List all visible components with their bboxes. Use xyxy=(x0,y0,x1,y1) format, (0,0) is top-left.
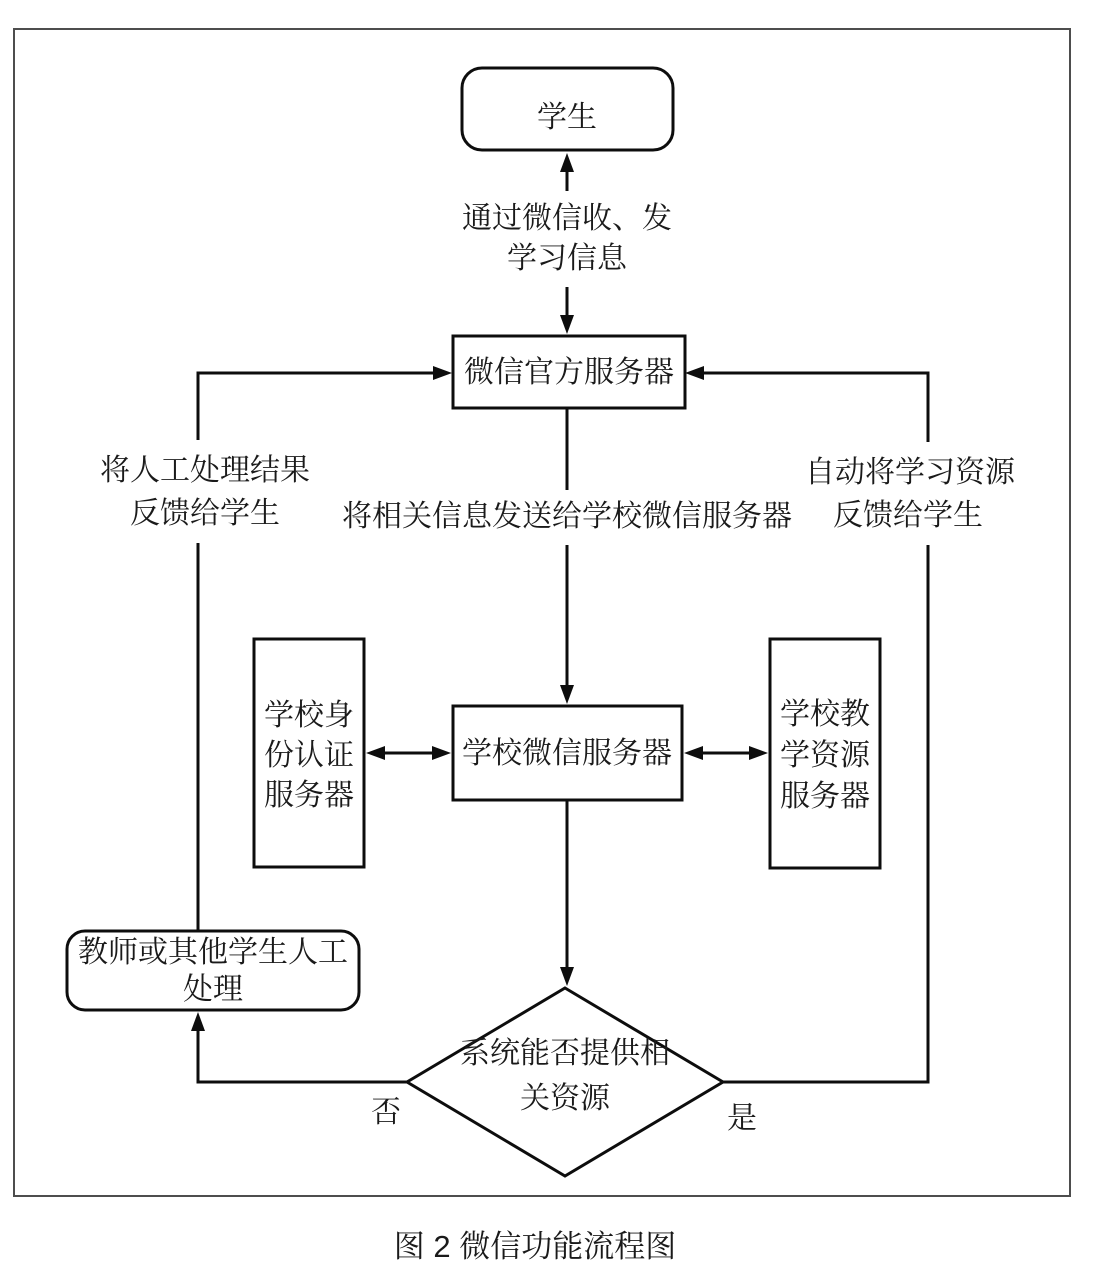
decision-line1: 系统能否提供相 xyxy=(460,1036,670,1070)
no-branch-line xyxy=(198,1030,407,1082)
manual-feedback-line2: 反馈给学生 xyxy=(130,496,280,530)
manual-feedback-upper-line xyxy=(198,373,434,440)
via-wechat-line2: 学习信息 xyxy=(507,241,627,275)
auto-feedback-line2: 反馈给学生 xyxy=(833,498,983,532)
node-school-resource-server xyxy=(770,639,880,868)
no-label: 否 xyxy=(371,1095,401,1129)
manual-feedback-head xyxy=(433,366,452,380)
figure-caption: 图 2 微信功能流程图 xyxy=(393,1229,677,1265)
school-wechat-server-label: 学校微信服务器 xyxy=(462,736,672,770)
school-identity-server-line2: 份认证 xyxy=(264,738,354,772)
double-arrow-identity xyxy=(366,746,451,760)
arrow-to-wechat-official-head xyxy=(560,315,574,334)
manual-processing-line1: 教师或其他学生人工 xyxy=(78,935,348,969)
manual-feedback-line1: 将人工处理结果 xyxy=(100,453,310,487)
arrow-school-to-decision-head xyxy=(560,967,574,986)
auto-feedback-line1: 自动将学习资源 xyxy=(805,455,1015,489)
manual-processing-line2: 处理 xyxy=(183,972,243,1006)
yes-label: 是 xyxy=(727,1101,757,1135)
arrow-official-to-school xyxy=(342,408,792,704)
school-identity-server-line1: 学校身 xyxy=(264,698,354,732)
double-arrow-resource-left-head xyxy=(684,746,703,760)
arrow-school-to-decision xyxy=(560,800,574,986)
school-resource-server-line2: 学资源 xyxy=(780,738,870,772)
node-wechat-official-server xyxy=(453,336,685,408)
node-school-wechat-server xyxy=(453,706,682,800)
arrow-official-to-school-head xyxy=(560,685,574,704)
school-identity-server-line3: 服务器 xyxy=(264,778,354,812)
node-school-identity-server xyxy=(254,639,364,867)
send-to-school-label: 将相关信息发送给学校微信服务器 xyxy=(342,499,792,533)
via-wechat-line1: 通过微信收、发 xyxy=(462,201,672,235)
edge-no-branch xyxy=(191,1012,407,1129)
arrow-to-wechat-official xyxy=(560,287,574,334)
student-label: 学生 xyxy=(537,100,597,134)
no-branch-head xyxy=(191,1012,205,1031)
double-arrow-resource xyxy=(684,746,768,760)
edge-label-via-wechat xyxy=(462,202,672,275)
arrow-to-student xyxy=(560,153,574,191)
double-arrow-resource-right-head xyxy=(749,746,768,760)
wechat-official-server-label: 微信官方服务器 xyxy=(464,355,674,389)
school-resource-server-line1: 学校教 xyxy=(780,697,870,731)
auto-feedback-upper-line xyxy=(703,373,928,442)
node-manual-processing xyxy=(67,931,359,1010)
school-resource-server-line3: 服务器 xyxy=(780,779,870,813)
double-arrow-identity-right-head xyxy=(432,746,451,760)
node-decision xyxy=(407,988,723,1176)
double-arrow-identity-left-head xyxy=(366,746,385,760)
decision-line2: 关资源 xyxy=(520,1081,610,1115)
node-student xyxy=(462,68,673,150)
auto-feedback-head xyxy=(685,366,704,380)
arrow-to-student-head xyxy=(560,153,574,172)
